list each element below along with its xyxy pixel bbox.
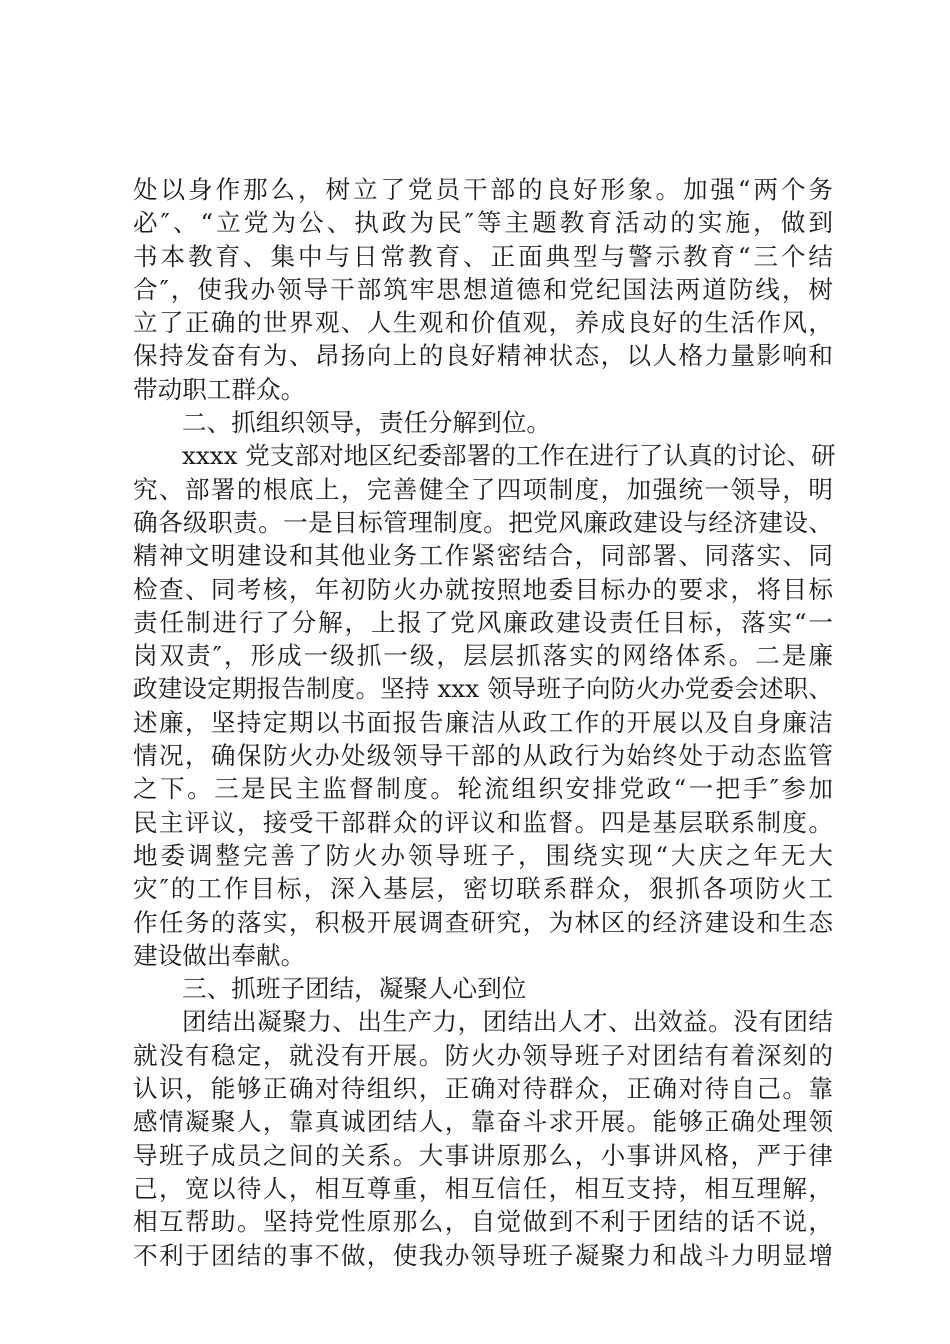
section-heading-2: 二、抓组织领导，责任分解到位。 (182, 408, 551, 438)
text-line-16: 政建设定期报告制度。坚持 xxx 领导班子向防火办党委会述职、 (133, 674, 833, 704)
text-line-32: 相互帮助。坚持党性原那么，自觉做到不利于团结的话不说， (133, 1207, 833, 1237)
text-line-22: 灾″的工作目标，深入基层，密切联系群众，狠抓各项防火工 (133, 874, 833, 904)
text-line-30: 导班子成员之间的关系。大事讲原那么，小事讲风格，严于律 (133, 1140, 833, 1170)
text-line-23: 作任务的落实，积极开展调查研究，为林区的经济建设和生态 (133, 907, 833, 937)
text-line-4: 合″，使我办领导干部筑牢思想道德和党纪国法两道防线，树 (133, 274, 833, 304)
text-line-18: 情况，确保防火办处级领导干部的从政行为始终处于动态监管 (133, 741, 833, 771)
text-line-21: 地委调整完善了防火办领导班子，围绕实现“大庆之年无大 (133, 840, 833, 870)
text-line-9: xxxx 党支部对地区纪委部署的工作在进行了认真的讨论、研 (182, 441, 836, 471)
text-line-5: 立了正确的世界观、人生观和价值观，养成良好的生活作风， (133, 308, 833, 338)
text-line-11: 确各级职责。一是目标管理制度。把党风廉政建设与经济建设、 (133, 507, 833, 537)
text-line-6: 保持发奋有为、昂扬向上的良好精神状态，以人格力量影响和 (133, 341, 833, 371)
text-line-12: 精神文明建设和其他业务工作紧密结合，同部署、同落实、同 (133, 541, 833, 571)
text-line-20: 民主评议，接受干部群众的评议和监督。四是基层联系制度。 (133, 807, 833, 837)
text-line-28: 认识，能够正确对待组织，正确对待群众，正确对待自己。靠 (133, 1074, 833, 1104)
text-line-31: 己，宽以待人，相互尊重，相互信任，相互支持，相互理解， (133, 1173, 833, 1203)
text-line-19: 之下。三是民主监督制度。轮流组织安排党政“一把手″参加 (133, 774, 833, 804)
text-line-7: 带动职工群众。 (133, 374, 306, 404)
section-heading-3: 三、抓班子团结，凝聚人心到位 (182, 974, 527, 1004)
text-line-1: 处以身作那么，树立了党员干部的良好形象。加强“两个务 (133, 175, 833, 204)
text-line-17: 述廉，坚持定期以书面报告廉洁从政工作的开展以及自身廉洁 (133, 707, 833, 737)
text-line-13: 检查、同考核，年初防火办就按照地委目标办的要求，将目标 (133, 574, 833, 604)
text-line-2: 必″、“立党为公、执政为民″等主题教育活动的实施，做到 (133, 208, 833, 238)
text-line-14: 责任制进行了分解，上报了党风廉政建设责任目标，落实“一 (133, 607, 833, 637)
text-line-26: 团结出凝聚力、出生产力，团结出人才、出效益。没有团结 (182, 1007, 833, 1037)
text-line-33: 不利于团结的事不做，使我办领导班子凝聚力和战斗力明显增 (133, 1240, 833, 1270)
text-line-29: 感情凝聚人，靠真诚团结人，靠奋斗求开展。能够正确处理领 (133, 1107, 833, 1137)
text-line-10: 究、部署的根底上，完善健全了四项制度，加强统一领导，明 (133, 474, 833, 504)
text-line-27: 就没有稳定，就没有开展。防火办领导班子对团结有着深刻的 (133, 1040, 833, 1070)
document-page (133, 173, 836, 1272)
text-line-24: 建设做出奉献。 (133, 940, 306, 970)
text-line-15: 岗双责″，形成一级抓一级，层层抓落实的网络体系。二是廉 (133, 641, 833, 671)
text-line-3: 书本教育、集中与日常教育、正面典型与警示教育“三个结 (133, 241, 833, 271)
